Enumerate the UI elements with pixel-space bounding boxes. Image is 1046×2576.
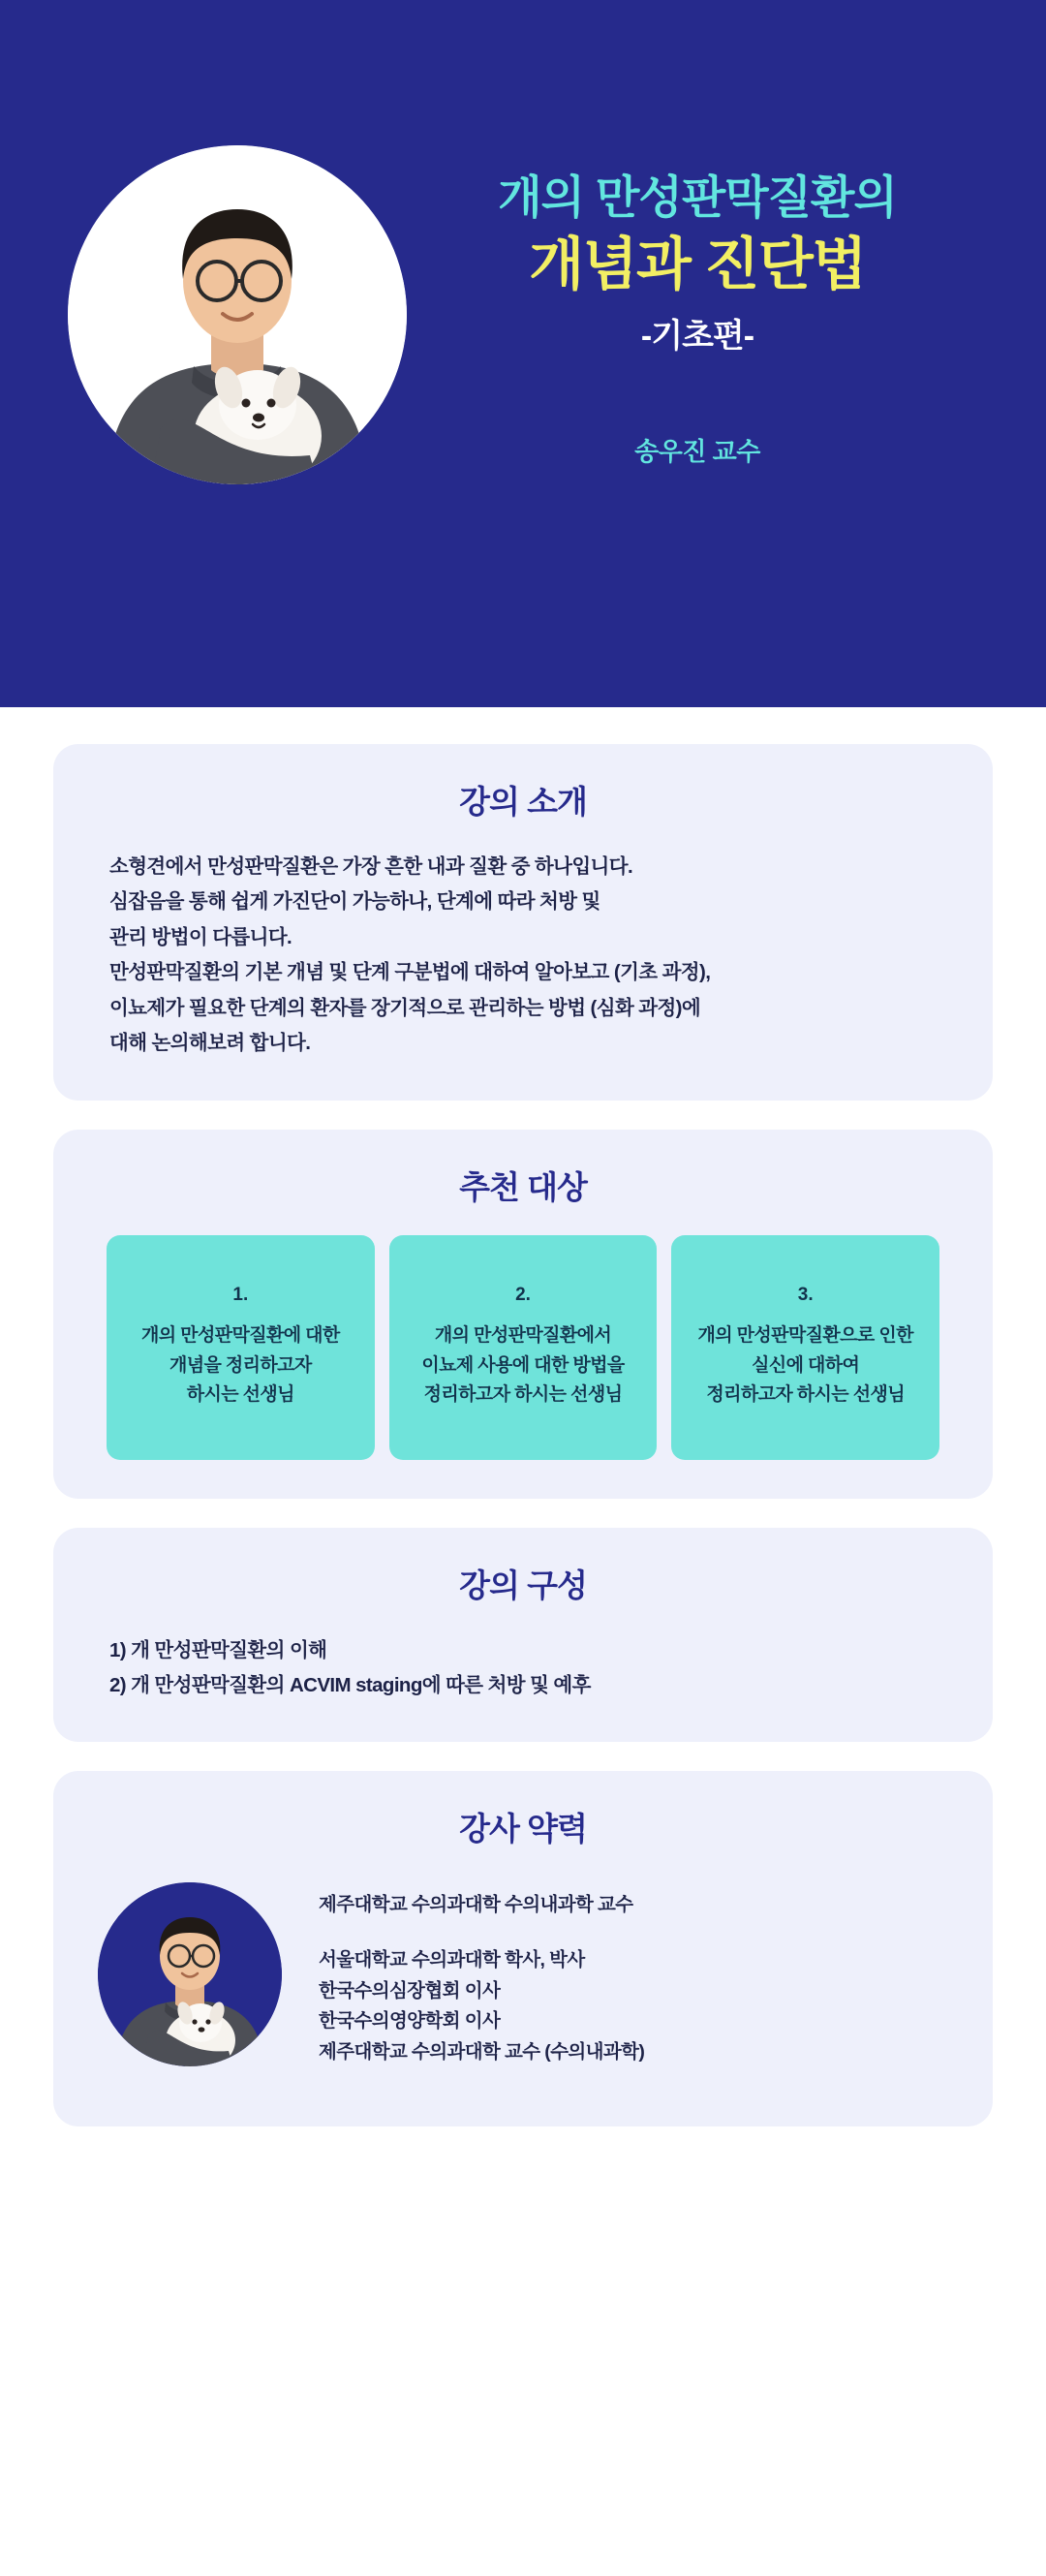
target-box-line: 하시는 선생님 [186, 1384, 294, 1406]
target-box-text [421, 1321, 624, 1411]
bio-history-item: 한국수의심장협회 이사 [319, 1979, 501, 2002]
target-box-number: 3. [797, 1284, 814, 1305]
intro-line: 심잡음을 통해 쉽게 가진단이 가능하나, 단계에 따라 처방 및 [109, 890, 600, 914]
bio-history-item: 한국수의영양학회 이사 [319, 2010, 501, 2033]
curriculum-title: 강의 구성 [459, 1567, 587, 1603]
target-box-line: 개의 만성판막질환에 대한 [141, 1324, 340, 1346]
hero-title-line1: 개의 만성판막질환의 [498, 171, 897, 223]
target-box-number: 1. [232, 1284, 249, 1305]
hero-speaker-name: 송우진 교수 [634, 436, 760, 466]
intro-body [53, 850, 993, 1062]
bio-current-position: 제주대학교 수의과대학 수의내과학 교수 [319, 1893, 633, 1915]
target-box-line: 개의 만성판막질환으로 인한 [697, 1324, 913, 1346]
instructor-portrait-icon [68, 145, 407, 484]
target-box-number: 2. [515, 1284, 531, 1305]
intro-line: 만성판막질환의 기본 개념 및 단계 구분법에 대하여 알아보고 (기초 과정), [109, 961, 711, 984]
target-box-line: 개의 만성판막질환에서 [434, 1324, 612, 1346]
instructor-photo-bio [98, 1882, 282, 2066]
target-card [53, 1130, 993, 1499]
target-box-2 [389, 1235, 658, 1460]
target-box-3 [671, 1235, 939, 1460]
bio-history-item: 제주대학교 수의과대학 교수 (수의내과학) [319, 2040, 645, 2063]
target-box-text [697, 1321, 912, 1411]
bio-row [53, 1877, 993, 2068]
intro-title: 강의 소개 [459, 784, 587, 820]
bio-history-item: 서울대학교 수의과대학 학사, 박사 [319, 1949, 585, 1971]
hero-subtitle: -기초편- [640, 317, 754, 355]
intro-line: 대해 논의해보려 합니다. [109, 1032, 311, 1055]
hero-title-line2: 개념과 진단법 [529, 232, 866, 296]
target-box-line: 정리하고자 하시는 선생님 [423, 1384, 623, 1406]
target-box-text [141, 1321, 340, 1411]
instructor-portrait-icon [98, 1882, 282, 2066]
bio-title: 강사 약력 [459, 1810, 587, 1847]
target-box-line: 이뇨제 사용에 대한 방법을 [421, 1354, 625, 1376]
curriculum-item: 1) 개 만성판막질환의 이해 [109, 1638, 327, 1661]
target-box-line: 실신에 대하여 [752, 1354, 860, 1376]
intro-line: 이뇨제가 필요한 단계의 환자를 장기적으로 관리하는 방법 (심화 과정)에 [109, 996, 701, 1019]
bio-card [53, 1771, 993, 2126]
target-box-line: 개념을 정리하고자 [169, 1354, 312, 1376]
curriculum-item: 2) 개 만성판막질환의 ACVIM staging에 따른 처방 및 예후 [109, 1673, 591, 1696]
target-box-line: 정리하고자 하시는 선생님 [706, 1384, 905, 1406]
curriculum-card [53, 1528, 993, 1742]
target-title: 추천 대상 [459, 1168, 587, 1205]
target-box-row [53, 1235, 993, 1460]
hero-banner [0, 0, 1046, 707]
instructor-photo-hero [68, 145, 407, 484]
target-box-1 [107, 1235, 375, 1460]
curriculum-list [53, 1633, 993, 1703]
intro-card [53, 744, 993, 1101]
intro-line: 관리 방법이 다릅니다. [109, 925, 292, 948]
bio-info [319, 1877, 644, 2068]
bio-spacer [319, 1920, 644, 1945]
hero-text-block [416, 170, 978, 468]
intro-line: 소형견에서 만성판막질환은 가장 흔한 내과 질환 중 하나입니다. [109, 855, 633, 878]
